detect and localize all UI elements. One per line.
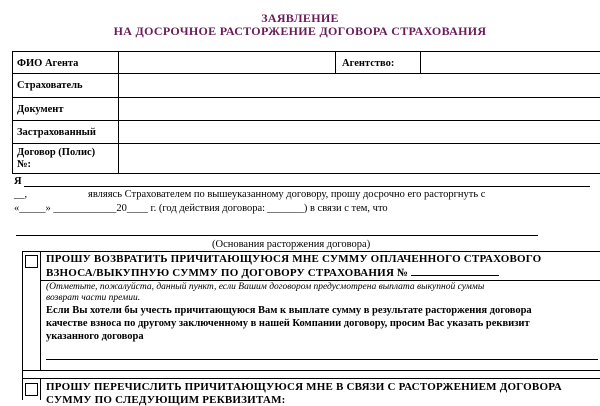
transfer-heading-line2: СУММУ ПО СЛЕДУЮЩИМ РЕКВИЗИТАМ: [46, 394, 286, 406]
insurer-label: Страхователь [17, 80, 83, 91]
refund-note-line2: возврат части премии. [46, 293, 141, 303]
applicant-name-line[interactable] [24, 186, 590, 187]
policy-number-label: №: [17, 159, 32, 170]
termination-date-line: «_____» ____________20____ г. (год действия договора: _______) в связи с тем, что [14, 203, 388, 214]
statement-line2-text: являясь Страхователем по вышеуказанному договору, прошу досрочно его расторгнуть с [88, 189, 486, 200]
insurer-field[interactable] [119, 74, 599, 96]
insured-label: Застрахованный [17, 127, 96, 138]
refund-heading-line1: ПРОШУ ВОЗВРАТИТЬ ПРИЧИТАЮЩУЮСЯ МНЕ СУММУ ОПЛАЧЕННОГО СТРАХОВОГО [46, 253, 542, 265]
insured-field[interactable] [119, 121, 599, 142]
offset-request-line2: качестве взноса по другому заключенному в нашей Компании договору, просим Вас указать реквизит [46, 318, 530, 329]
reason-caption: (Основания расторжения договора) [212, 239, 371, 250]
transfer-heading-line1: ПРОШУ ПЕРЕЧИСЛИТЬ ПРИЧИТАЮЩУЮСЯ МНЕ В СВЯЗИ С РАСТОРЖЕНИЕМ ДОГОВОРА [46, 381, 562, 393]
statement-line2-start: __, [14, 189, 28, 200]
refund-note-line1: (Отметьте, пожалуйста, данный пункт, если Вашим договором предусмотрена выплата выкупной суммы [46, 282, 485, 292]
refund-checkbox[interactable] [25, 255, 38, 268]
agency-label: Агентство: [342, 58, 395, 69]
statement-i-label: Я [14, 176, 22, 187]
offset-policy-details-line[interactable] [46, 359, 598, 360]
document-title-line1: ЗАЯВЛЕНИЕ [261, 11, 339, 25]
refund-heading-line2: ВЗНОСА/ВЫКУПНУЮ СУММУ ПО ДОГОВОРУ СТРАХОВАНИЯ № [46, 266, 499, 279]
document-title-line2: НА ДОСРОЧНОЕ РАСТОРЖЕНИЕ ДОГОВОРА СТРАХОВАНИЯ [113, 24, 487, 38]
agent-name-label: ФИО Агента [17, 58, 79, 69]
offset-request-line1: Если Вы хотели бы учесть причитающуюся Вам к выплате сумму в результате расторжения договора [46, 305, 532, 316]
reason-input-line[interactable] [16, 235, 538, 236]
transfer-checkbox[interactable] [25, 383, 38, 396]
policy-number-field[interactable] [119, 144, 599, 172]
document-label: Документ [17, 104, 64, 115]
agency-field[interactable] [421, 52, 599, 72]
agent-name-field[interactable] [119, 52, 334, 72]
refund-policy-number-field[interactable] [411, 266, 499, 276]
document-field[interactable] [119, 98, 599, 119]
policy-label: Договор (Полис) [17, 147, 96, 158]
offset-request-line3: указанного договора [46, 331, 144, 342]
